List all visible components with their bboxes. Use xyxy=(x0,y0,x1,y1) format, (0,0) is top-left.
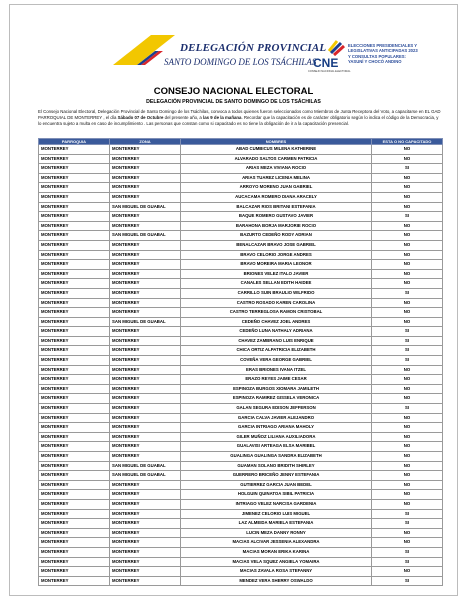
name-cell: BRIONES VELEZ ITALO JAVIER xyxy=(181,269,372,279)
table-row xyxy=(39,336,443,346)
table-row xyxy=(39,471,443,481)
election-line: Y CONSULTAS POPULARES: xyxy=(348,53,406,59)
table-row xyxy=(39,164,443,174)
name-cell: HOLGUIN QUINATOA SIBIL PATRICIA xyxy=(181,490,372,500)
election-line: ELECCIONES PRESIDENCIALES Y xyxy=(348,43,418,48)
parroquia-cell: MONTERREY xyxy=(39,557,110,567)
election-line: LEGISLATIVAS ANTICIPADAS 2023 xyxy=(348,48,418,54)
zona-cell: MONTERREY xyxy=(110,442,181,452)
zona-cell: SAN MIGUEL DE GUABAL xyxy=(110,231,181,241)
name-cell: ERAS BRIONES IVANA ITZEL xyxy=(181,365,372,375)
parroquia-cell: MONTERREY xyxy=(39,356,110,366)
table-row xyxy=(39,404,443,414)
table-row xyxy=(39,288,443,298)
table-row xyxy=(39,240,443,250)
zona-cell: MONTERREY xyxy=(110,260,181,270)
name-cell: GARCIA INTRIAGO ARIANA MAHOLY xyxy=(181,423,372,433)
name-cell: BENALCAZAR BRAVO JOSE GABRIEL xyxy=(181,240,372,250)
table-row xyxy=(39,260,443,270)
capacitado-cell: SI xyxy=(372,212,443,222)
name-cell: ARROYO MORENO JUAN GABRIEL xyxy=(181,183,372,193)
parroquia-cell: MONTERREY xyxy=(39,221,110,231)
zona-cell: MONTERREY xyxy=(110,576,181,586)
parroquia-cell: MONTERREY xyxy=(39,192,110,202)
table-row xyxy=(39,221,443,231)
capacitado-cell: NO xyxy=(372,423,443,433)
zona-cell: MONTERREY xyxy=(110,480,181,490)
capacitado-cell: SI xyxy=(372,356,443,366)
name-cell: GARCIA CALVA JAVIER ALEJANDRO xyxy=(181,413,372,423)
table-row xyxy=(39,279,443,289)
name-cell: GUERRERO BRICEÑO JENNY ESTEFANIA xyxy=(181,471,372,481)
table-row xyxy=(39,269,443,279)
name-cell: ARIAS MEZA VIVIANA ROCIO xyxy=(181,164,372,174)
parroquia-cell: MONTERREY xyxy=(39,471,110,481)
zona-cell: MONTERREY xyxy=(110,250,181,260)
cne-logo-text: CNE xyxy=(313,56,339,70)
capacitado-cell: SI xyxy=(372,557,443,567)
header-capacitado: ESTA O NO CAPACITADO xyxy=(372,139,443,145)
name-cell: CEDEÑO CHAVEZ JOEL ANDRES xyxy=(181,317,372,327)
zona-cell: MONTERREY xyxy=(110,288,181,298)
capacitado-cell: NO xyxy=(372,317,443,327)
capacitado-cell: NO xyxy=(372,173,443,183)
parroquia-cell: MONTERREY xyxy=(39,480,110,490)
name-cell: LAZ ALMEIDA MARIELA ESTEFANIA xyxy=(181,519,372,529)
name-cell: ARIAS TUAREZ LICENIA MELINA xyxy=(181,173,372,183)
document-title: CONSEJO NACIONAL ELECTORAL xyxy=(153,86,314,97)
name-cell: GUALAVISI ARTEAGA ELSA MARIBEL xyxy=(181,442,372,452)
header-zona: ZONA xyxy=(110,139,181,145)
zona-cell: MONTERREY xyxy=(110,499,181,509)
capacitado-cell: NO xyxy=(372,183,443,193)
parroquia-cell: MONTERREY xyxy=(39,308,110,318)
capacitado-cell: SI xyxy=(372,509,443,519)
parroquia-cell: MONTERREY xyxy=(39,279,110,289)
parroquia-cell: MONTERREY xyxy=(39,384,110,394)
zona-cell: MONTERREY xyxy=(110,519,181,529)
capacitado-cell: NO xyxy=(372,442,443,452)
document-subtitle: DELEGACIÓN PROVINCIAL DE SANTO DOMINGO DE LOS TSÁCHILAS xyxy=(146,99,321,105)
intro-text: . Recordar que la capacitación es de carácter obligatorio según lo indica el código de la Democracia, y lo encuentra sujeto a multa en caso de incumplimiento . Las personas que constan como si capacitado es no tiene la obligación de ir a la capacitación presencial. xyxy=(38,115,439,127)
table-row xyxy=(39,317,443,327)
table-row xyxy=(39,145,443,155)
capacitado-cell: NO xyxy=(372,145,443,155)
zona-cell: MONTERREY xyxy=(110,212,181,222)
table-row xyxy=(39,547,443,557)
name-cell: CASTRO TERREGLOSA RAMON CRISTOBAL xyxy=(181,308,372,318)
parroquia-cell: MONTERREY xyxy=(39,336,110,346)
capacitado-cell: NO xyxy=(372,461,443,471)
table-row xyxy=(39,423,443,433)
table-row xyxy=(39,461,443,471)
parroquia-cell: MONTERREY xyxy=(39,260,110,270)
capacitado-cell: NO xyxy=(372,365,443,375)
zona-cell: SAN MIGUEL DE GUABAL xyxy=(110,471,181,481)
table-row xyxy=(39,192,443,202)
parroquia-cell: MONTERREY xyxy=(39,145,110,155)
zona-cell: MONTERREY xyxy=(110,346,181,356)
capacitado-cell: SI xyxy=(372,327,443,337)
zona-cell: SAN MIGUEL DE GUABAL xyxy=(110,202,181,212)
parroquia-cell: MONTERREY xyxy=(39,164,110,174)
election-info xyxy=(348,43,426,64)
parroquia-cell: MONTERREY xyxy=(39,394,110,404)
zona-cell: MONTERREY xyxy=(110,221,181,231)
election-line: YASUNÍ Y CHOCÓ ANDINO xyxy=(348,58,402,64)
capacitado-cell: NO xyxy=(372,308,443,318)
table-row xyxy=(39,432,443,442)
capacitado-cell: NO xyxy=(372,279,443,289)
zona-cell: SAN MIGUEL DE GUABAL xyxy=(110,317,181,327)
table-row xyxy=(39,202,443,212)
zona-cell: MONTERREY xyxy=(110,538,181,548)
parroquia-cell: MONTERREY xyxy=(39,528,110,538)
parroquia-cell: MONTERREY xyxy=(39,413,110,423)
zona-cell: MONTERREY xyxy=(110,336,181,346)
capacitado-cell: NO xyxy=(372,192,443,202)
training-table xyxy=(38,138,443,586)
parroquia-cell: MONTERREY xyxy=(39,298,110,308)
capacitado-cell: NO xyxy=(372,471,443,481)
zona-cell: MONTERREY xyxy=(110,356,181,366)
parroquia-cell: MONTERREY xyxy=(39,317,110,327)
table-row xyxy=(39,452,443,462)
name-cell: ERAZO REYES JAIME CESAR xyxy=(181,375,372,385)
table-row xyxy=(39,375,443,385)
parroquia-cell: MONTERREY xyxy=(39,202,110,212)
capacitado-cell: NO xyxy=(372,221,443,231)
zona-cell: MONTERREY xyxy=(110,509,181,519)
table-row xyxy=(39,557,443,567)
parroquia-cell: MONTERREY xyxy=(39,404,110,414)
name-cell: GUTIERREZ GARCIA JUAN BEDEL xyxy=(181,480,372,490)
name-cell: ABAD CUMBICUS MILENA KATHERINE xyxy=(181,145,372,155)
name-cell: MENDEZ VERA SHERRY OSWALDO xyxy=(181,576,372,586)
zona-cell: MONTERREY xyxy=(110,183,181,193)
capacitado-cell: NO xyxy=(372,231,443,241)
table-row xyxy=(39,250,443,260)
parroquia-cell: MONTERREY xyxy=(39,452,110,462)
capacitado-cell: NO xyxy=(372,269,443,279)
intro-text: del presente año, a xyxy=(163,115,204,121)
table-row xyxy=(39,567,443,577)
table-row xyxy=(39,183,443,193)
intro-time: las 9 de la mañana xyxy=(203,115,242,121)
table-row xyxy=(39,365,443,375)
capacitado-cell: NO xyxy=(372,538,443,548)
parroquia-cell: MONTERREY xyxy=(39,154,110,164)
zona-cell: MONTERREY xyxy=(110,557,181,567)
zona-cell: MONTERREY xyxy=(110,384,181,394)
parroquia-cell: MONTERREY xyxy=(39,212,110,222)
zona-cell: MONTERREY xyxy=(110,240,181,250)
zona-cell: MONTERREY xyxy=(110,279,181,289)
name-cell: BALCAZAR RIOS BRITANI ESTEFANIA xyxy=(181,202,372,212)
name-cell: COVEÑA VERA GEORGE GABRIEL xyxy=(181,356,372,366)
name-cell: MACIAS VELA SQUEZ ANGIELA YOMAIRA xyxy=(181,557,372,567)
name-cell: GILER MUÑOZ LILIANA AUXILIADORA xyxy=(181,432,372,442)
table-row xyxy=(39,173,443,183)
capacitado-cell: NO xyxy=(372,154,443,164)
parroquia-cell: MONTERREY xyxy=(39,346,110,356)
zona-cell: MONTERREY xyxy=(110,404,181,414)
cne-logo-subtitle: CONSEJO NACIONAL ELECTORAL xyxy=(308,70,351,73)
zona-cell: MONTERREY xyxy=(110,192,181,202)
parroquia-cell: MONTERREY xyxy=(39,288,110,298)
name-cell: BAQUE ROMERO GUSTAVO JAVIER xyxy=(181,212,372,222)
zona-cell: MONTERREY xyxy=(110,528,181,538)
name-cell: BAZURTO CEDEÑO RODY ADRIAN xyxy=(181,231,372,241)
table-row xyxy=(39,154,443,164)
name-cell: GALAN SEGURA EDISON JEFFERSON xyxy=(181,404,372,414)
parroquia-cell: MONTERREY xyxy=(39,461,110,471)
name-cell: JIMENEZ CELORIO LUIS MIGUEL xyxy=(181,509,372,519)
name-cell: MACIAS ALCIVAR JESSENIA ALEXANDRA xyxy=(181,538,372,548)
name-cell: CEDEÑO LUNA NATHALY ADRIANA xyxy=(181,327,372,337)
table-row xyxy=(39,499,443,509)
name-cell: GUAMAN SOLANO BRIDITH SHIRLEY xyxy=(181,461,372,471)
name-cell: CHICA ORTIZ ALPATRICIA ELIZABETH xyxy=(181,346,372,356)
capacitado-cell: SI xyxy=(372,288,443,298)
parroquia-cell: MONTERREY xyxy=(39,365,110,375)
table-row xyxy=(39,528,443,538)
capacitado-cell: SI xyxy=(372,547,443,557)
zona-cell: SAN MIGUEL DE GUABAL xyxy=(110,461,181,471)
header-parroquia: PARROQUIA xyxy=(39,139,110,145)
zona-cell: MONTERREY xyxy=(110,145,181,155)
zona-cell: MONTERREY xyxy=(110,173,181,183)
capacitado-cell: NO xyxy=(372,490,443,500)
table-row xyxy=(39,490,443,500)
parroquia-cell: MONTERREY xyxy=(39,250,110,260)
parroquia-cell: MONTERREY xyxy=(39,519,110,529)
capacitado-cell: NO xyxy=(372,567,443,577)
parroquia-cell: MONTERREY xyxy=(39,269,110,279)
name-cell: GUALINGA GUALINGA SANDRA ELIZABETH xyxy=(181,452,372,462)
zona-cell: MONTERREY xyxy=(110,154,181,164)
zona-cell: MONTERREY xyxy=(110,432,181,442)
parroquia-cell: MONTERREY xyxy=(39,576,110,586)
capacitado-cell: NO xyxy=(372,375,443,385)
capacitado-cell: NO xyxy=(372,250,443,260)
table-row xyxy=(39,231,443,241)
parroquia-cell: MONTERREY xyxy=(39,423,110,433)
name-cell: ALVARADO SALTOS CARMEN PATRICIA xyxy=(181,154,372,164)
zona-cell: MONTERREY xyxy=(110,269,181,279)
table-row xyxy=(39,509,443,519)
capacitado-cell: NO xyxy=(372,394,443,404)
name-cell: BRAVO MOREIRA MARIA LEONOR xyxy=(181,260,372,270)
zona-cell: MONTERREY xyxy=(110,394,181,404)
zona-cell: MONTERREY xyxy=(110,413,181,423)
name-cell: ESPINOZA BURGOS XIOMARA JAMILETH xyxy=(181,384,372,394)
name-cell: MACIAS ZAVALA ROSA STEFANNY xyxy=(181,567,372,577)
table-row xyxy=(39,346,443,356)
capacitado-cell: NO xyxy=(372,480,443,490)
header-nombres: NOMBRES xyxy=(181,139,372,145)
name-cell: CHAVEZ ZAMBRANO LUIS ENRIQUE xyxy=(181,336,372,346)
parroquia-cell: MONTERREY xyxy=(39,173,110,183)
name-cell: BARAHONA BORJA MARJORIE ROCIO xyxy=(181,221,372,231)
name-cell: INTRIAGO VELEZ NARCISA GARDENIA xyxy=(181,499,372,509)
name-cell: LUCIN MEZA DANNY RONNY xyxy=(181,528,372,538)
table-row xyxy=(39,327,443,337)
table-row xyxy=(39,442,443,452)
parroquia-cell: MONTERREY xyxy=(39,183,110,193)
capacitado-cell: SI xyxy=(372,519,443,529)
capacitado-cell: NO xyxy=(372,384,443,394)
zona-cell: MONTERREY xyxy=(110,375,181,385)
capacitado-cell: SI xyxy=(372,336,443,346)
parroquia-cell: MONTERREY xyxy=(39,499,110,509)
zona-cell: MONTERREY xyxy=(110,423,181,433)
table-row xyxy=(39,384,443,394)
delegation-title: DELEGACIÓN PROVINCIAL xyxy=(180,42,327,54)
name-cell: MACIAS MORAN ERIKA KARINA xyxy=(181,547,372,557)
zona-cell: MONTERREY xyxy=(110,452,181,462)
intro-date: Sábado 07 de Octubre xyxy=(117,115,164,121)
capacitado-cell: SI xyxy=(372,576,443,586)
table-row xyxy=(39,538,443,548)
zona-cell: MONTERREY xyxy=(110,164,181,174)
capacitado-cell: NO xyxy=(372,298,443,308)
table-body xyxy=(39,145,443,586)
zona-cell: MONTERREY xyxy=(110,547,181,557)
zona-cell: MONTERREY xyxy=(110,327,181,337)
parroquia-cell: MONTERREY xyxy=(39,231,110,241)
capacitado-cell: NO xyxy=(372,452,443,462)
table-row xyxy=(39,394,443,404)
intro-paragraph xyxy=(38,109,442,127)
zona-cell: MONTERREY xyxy=(110,490,181,500)
capacitado-cell: NO xyxy=(372,528,443,538)
parroquia-cell: MONTERREY xyxy=(39,538,110,548)
parroquia-cell: MONTERREY xyxy=(39,567,110,577)
table-row xyxy=(39,298,443,308)
capacitado-cell: NO xyxy=(372,260,443,270)
table-row xyxy=(39,308,443,318)
parroquia-cell: MONTERREY xyxy=(39,490,110,500)
parroquia-cell: MONTERREY xyxy=(39,547,110,557)
capacitado-cell: SI xyxy=(372,164,443,174)
name-cell: CANALES SELLAN EDITH HAIDEE xyxy=(181,279,372,289)
zona-cell: MONTERREY xyxy=(110,365,181,375)
capacitado-cell: NO xyxy=(372,499,443,509)
parroquia-cell: MONTERREY xyxy=(39,240,110,250)
capacitado-cell: SI xyxy=(372,346,443,356)
name-cell: AUCACAMA ROMERO DIANA ARACELY xyxy=(181,192,372,202)
parroquia-cell: MONTERREY xyxy=(39,375,110,385)
capacitado-cell: NO xyxy=(372,202,443,212)
table-row xyxy=(39,519,443,529)
parroquia-cell: MONTERREY xyxy=(39,442,110,452)
table-row xyxy=(39,576,443,586)
document-page xyxy=(9,4,458,596)
parroquia-cell: MONTERREY xyxy=(39,432,110,442)
intro-text: El Consejo Nacional Electoral, Delegación Provincial de Santo Domingo de los Tsáchilas, convoca a todos quienes fueron seleccionados como Miembros de Junta Receptora del Voto, a capacitarse en EL GAD PARROQUIAL DE MONTERREY , el día xyxy=(38,109,441,121)
parroquia-cell: MONTERREY xyxy=(39,327,110,337)
capacitado-cell: NO xyxy=(372,240,443,250)
zona-cell: MONTERREY xyxy=(110,567,181,577)
name-cell: BRAVO CELORIO JORGE ANDRES xyxy=(181,250,372,260)
name-cell: CASTRO ROSADO KAREN CAROLINA xyxy=(181,298,372,308)
zona-cell: MONTERREY xyxy=(110,308,181,318)
zona-cell: MONTERREY xyxy=(110,298,181,308)
capacitado-cell: NO xyxy=(372,432,443,442)
name-cell: ESPINOZA RAMIREZ GISSELA VERONICA xyxy=(181,394,372,404)
table-row xyxy=(39,212,443,222)
capacitado-cell: SI xyxy=(372,404,443,414)
table-row xyxy=(39,356,443,366)
name-cell: CARRILLO SUIN BRAULIO WILFRIDO xyxy=(181,288,372,298)
capacitado-cell: NO xyxy=(372,413,443,423)
table-row xyxy=(39,480,443,490)
delegation-subtitle: SANTO DOMINGO DE LOS TSÁCHILAS xyxy=(164,57,317,67)
table-row xyxy=(39,413,443,423)
parroquia-cell: MONTERREY xyxy=(39,509,110,519)
